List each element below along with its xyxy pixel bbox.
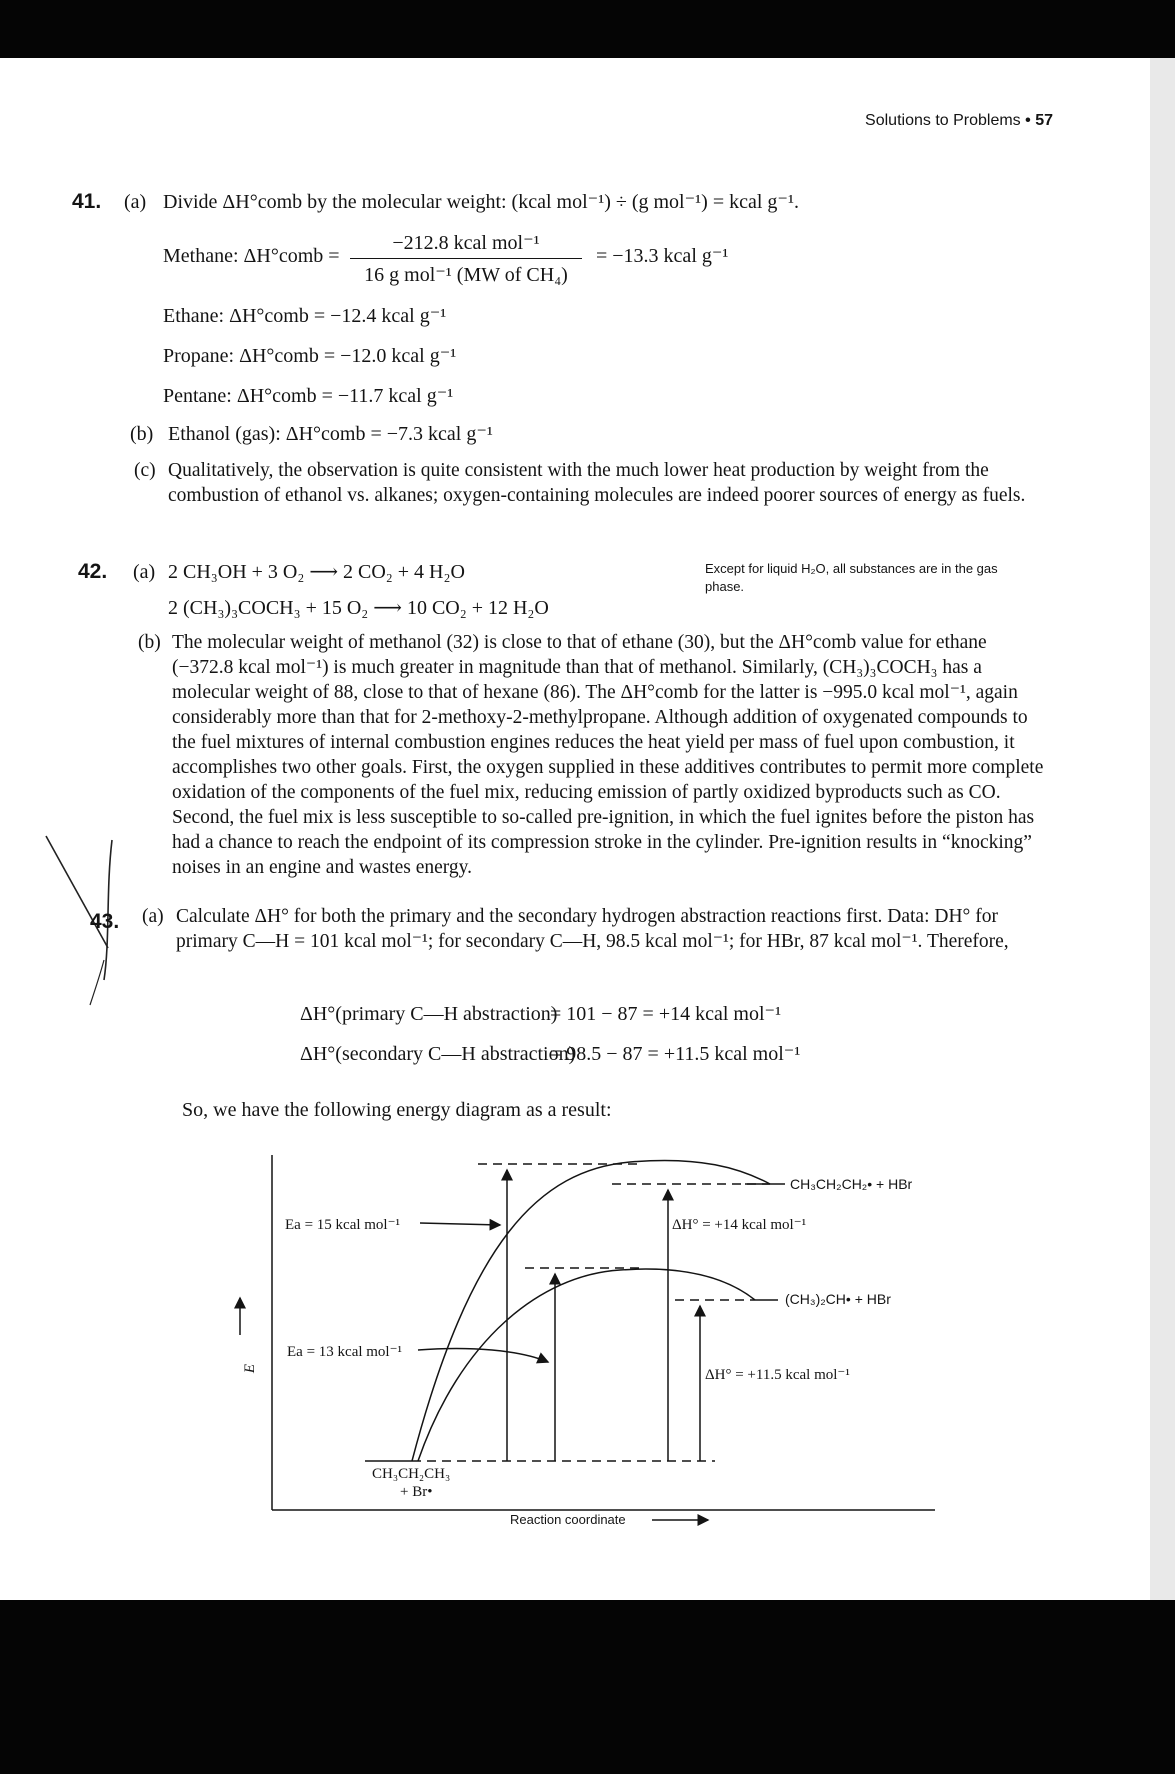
ethane-line: Ethane: ΔH°comb = −12.4 kcal g⁻¹ [163, 305, 447, 327]
eq-primary-lhs: ΔH°(primary C—H abstraction) [300, 1003, 558, 1025]
p41-a-label: (a) [124, 191, 147, 213]
reaction-equation-2: 2 (CH₃)₃COCH₃ + 15 O₂ ⟶ 10 CO₂ + 12 H₂O [168, 597, 549, 619]
methane-label: Methane: ΔH°comb = [163, 245, 340, 267]
eq-secondary-rhs: = 98.5 − 87 = +11.5 kcal mol⁻¹ [550, 1043, 801, 1065]
p43-a-text: Calculate ΔH° for both the primary and the secondary hydrogen abstraction reactions first. Data: DH° for primary C—H = 101 kcal mol⁻¹; for secondary C—H, 98.5 kcal mol⁻¹; for HBr, 87 kcal mol⁻¹. Therefore, [176, 906, 1009, 952]
reaction-equation-1: 2 CH₃OH + 3 O₂ ⟶ 2 CO₂ + 4 H₂O [168, 561, 465, 583]
methane-numerator: −212.8 kcal mol⁻¹ [392, 232, 540, 254]
methane-result: = −13.3 kcal g⁻¹ [596, 245, 729, 267]
eq-secondary-lhs: ΔH°(secondary C—H abstraction) [300, 1043, 576, 1065]
p43-a-label: (a) [142, 906, 164, 927]
scan-border-bottom [0, 1600, 1175, 1774]
pentane-line: Pentane: ΔH°comb = −11.7 kcal g⁻¹ [163, 385, 454, 407]
header-bullet: • [1025, 112, 1031, 129]
dh-secondary-label: ΔH° = +11.5 kcal mol⁻¹ [705, 1367, 850, 1383]
product-secondary-label: (CH₃)₂CH• + HBr [785, 1291, 891, 1307]
page-number: 57 [1035, 112, 1053, 129]
ea-primary-label: Ea = 15 kcal mol⁻¹ [285, 1217, 401, 1233]
product-primary-label: CH₃CH₂CH₂• + HBr [790, 1176, 913, 1192]
reactant-label-line2: + Br• [400, 1484, 433, 1500]
methane-denominator: 16 g mol⁻¹ (MW of CH₄) [364, 264, 568, 286]
problem-43-number: 43. [90, 910, 120, 933]
p41-b-text: Ethanol (gas): ΔH°comb = −7.3 kcal g⁻¹ [168, 423, 493, 445]
x-axis-label: Reaction coordinate [510, 1512, 626, 1527]
ea-secondary-label: Ea = 13 kcal mol⁻¹ [287, 1344, 403, 1360]
reactant-label-line1: CH₃CH₂CH₃ [372, 1466, 451, 1482]
p41-a-text: Divide ΔH°comb by the molecular weight: (kcal mol⁻¹) ÷ (g mol⁻¹) = kcal g⁻¹. [163, 191, 799, 213]
problem-41-number: 41. [72, 190, 102, 213]
ea-secondary-pointer [418, 1349, 548, 1363]
p42-b-label: (b) [138, 632, 161, 653]
ea-primary-pointer [420, 1223, 500, 1225]
running-title: Solutions to Problems [865, 112, 1021, 129]
problem-42-number: 42. [78, 560, 108, 583]
y-axis-label: E [242, 1363, 259, 1374]
dh-primary-label: ΔH° = +14 kcal mol⁻¹ [672, 1217, 807, 1233]
diagram-intro: So, we have the following energy diagram as a result: [182, 1099, 612, 1121]
eq-primary-rhs: = 101 − 87 = +14 kcal mol⁻¹ [550, 1003, 782, 1025]
p42-b-text: The molecular weight of methanol (32) is close to that of ethane (30), but the ΔH°comb value for ethane (−372.8 kcal mol⁻¹) is much greater in magnitude than that of methanol. Similarly, (CH₃)₃COCH₃ has a molecular weight of 88, close to that of hexane (86). The ΔH°comb for the latter is −995.0 kcal mol⁻¹, again considerably more than that for 2-methoxy-2-methylpropane. Although addition of oxygenated compounds to the fuel mixtures of internal combustion engines reduces the heat yield per mass of fuel upon combustion, it accomplishes two other goals. First, the oxygen supplied in these additives contributes to permit more complete oxidation of the components of the fuel mix, reducing emission of partly oxidized byproducts such as CO. Second, the fuel mix is less susceptible to so-called pre-ignition, in which the fuel ignites before the piston has had a chance to reach the endpoint of its compression stroke in the cylinder. Pre-ignition results in “knocking” noises in an engine and wastes energy. [172, 632, 1044, 878]
primary-reaction-curve [412, 1160, 770, 1461]
p41-b-label: (b) [130, 423, 154, 445]
side-note: Except for liquid H₂O, all substances are in the gas phase. [705, 561, 998, 594]
propane-line: Propane: ΔH°comb = −12.0 kcal g⁻¹ [163, 345, 457, 367]
p42-a-label: (a) [133, 561, 156, 583]
p41-c-text: Qualitatively, the observation is quite consistent with the much lower heat production by weight from the combustion of ethanol vs. alkanes; oxygen-containing molecules are indeed poorer sources of energy as fuels. [168, 460, 1026, 506]
p41-c-label: (c) [134, 460, 156, 481]
